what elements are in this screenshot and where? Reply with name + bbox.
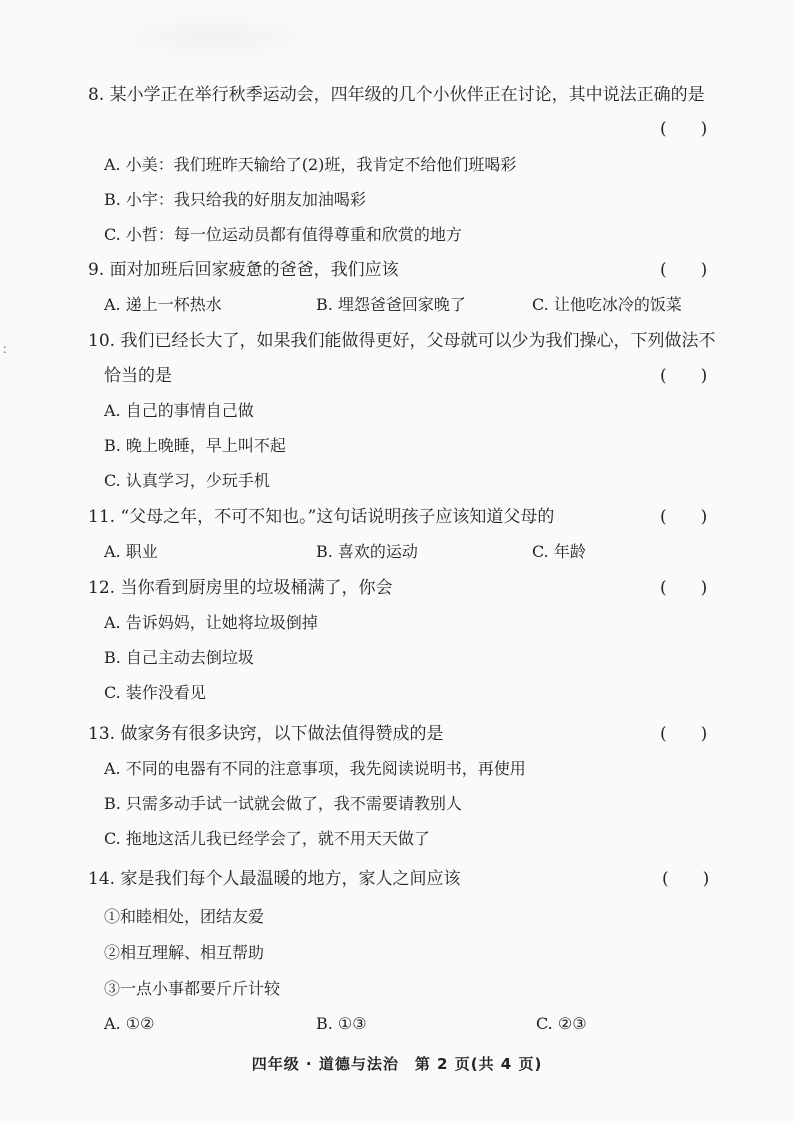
question-10-option-c: C. 认真学习，少玩手机 (104, 471, 270, 490)
question-9-option-a: A. 递上一杯热水 (104, 295, 222, 314)
question-8-answer-paren[interactable]: ( ) (660, 119, 708, 139)
question-13-stem: 13. 做家务有很多诀窍，以下做法值得赞成的是 (88, 724, 444, 744)
question-13-option-a: A. 不同的电器有不同的注意事项，我先阅读说明书，再使用 (104, 759, 526, 778)
question-12-option-c: C. 装作没看见 (104, 683, 206, 702)
question-12-option-a: A. 告诉妈妈，让她将垃圾倒掉 (104, 613, 318, 632)
question-12-answer-paren[interactable]: ( ) (660, 578, 708, 598)
question-14-option-a: A. ①② (104, 1014, 155, 1033)
question-13-option-b: B. 只需多动手试一试就会做了，我不需要请教别人 (104, 794, 462, 813)
question-10-option-b: B. 晚上晚睡，早上叫不起 (104, 436, 286, 455)
question-10-answer-paren[interactable]: ( ) (660, 366, 708, 386)
question-9-answer-paren[interactable]: ( ) (660, 260, 708, 280)
question-14-item-3: ③一点小事都要斤斤计较 (104, 979, 281, 998)
question-14-option-c: C. ②③ (536, 1014, 587, 1033)
question-11-stem: 11. “父母之年，不可不知也。”这句话说明孩子应该知道父母的 (88, 507, 555, 527)
question-10-stem-continued: 恰当的是 (104, 366, 172, 386)
question-11-option-b: B. 喜欢的运动 (316, 542, 418, 561)
question-13-option-c: C. 拖地这活儿我已经学会了，就不用天天做了 (104, 829, 430, 848)
question-14-stem: 14. 家是我们每个人最温暖的地方，家人之间应该 (88, 869, 461, 889)
question-11-option-c: C. 年龄 (532, 542, 586, 561)
question-11-option-a: A. 职业 (104, 542, 158, 561)
question-14-item-2: ②相互理解、相互帮助 (104, 943, 265, 962)
question-12-option-b: B. 自己主动去倒垃圾 (104, 648, 254, 667)
question-9-option-c: C. 让他吃冰冷的饭菜 (532, 295, 682, 314)
binding-edge-mark: ： (2, 342, 15, 356)
question-9-option-b: B. 埋怨爸爸回家晚了 (316, 295, 466, 314)
question-9-stem: 9. 面对加班后回家疲惫的爸爸，我们应该 (88, 260, 399, 280)
question-8-stem: 8. 某小学正在举行秋季运动会，四年级的几个小伙伴正在讨论，其中说法正确的是 (88, 85, 705, 105)
question-12-stem: 12. 当你看到厨房里的垃圾桶满了，你会 (88, 578, 393, 598)
question-14-item-1: ①和睦相处，团结友爱 (104, 907, 265, 926)
question-14-answer-paren[interactable]: ( ) (662, 869, 710, 889)
question-13-answer-paren[interactable]: ( ) (660, 724, 708, 744)
question-8-option-b: B. 小宇：我只给我的好朋友加油喝彩 (104, 190, 366, 209)
question-14-option-b: B. ①③ (316, 1014, 367, 1033)
question-10-option-a: A. 自己的事情自己做 (104, 401, 254, 420)
question-8-option-a: A. 小美：我们班昨天输给了(2)班，我肯定不给他们班喝彩 (104, 155, 517, 174)
page-footer: 四年级 · 道德与法治 第 2 页(共 4 页) (251, 1055, 543, 1073)
scan-smudge (100, 12, 330, 62)
question-11-answer-paren[interactable]: ( ) (660, 507, 708, 527)
question-10-stem: 10. 我们已经长大了，如果我们能做得更好，父母就可以少为我们操心，下列做法不 (88, 331, 716, 351)
question-8-option-c: C. 小哲：每一位运动员都有值得尊重和欣赏的地方 (104, 225, 462, 244)
